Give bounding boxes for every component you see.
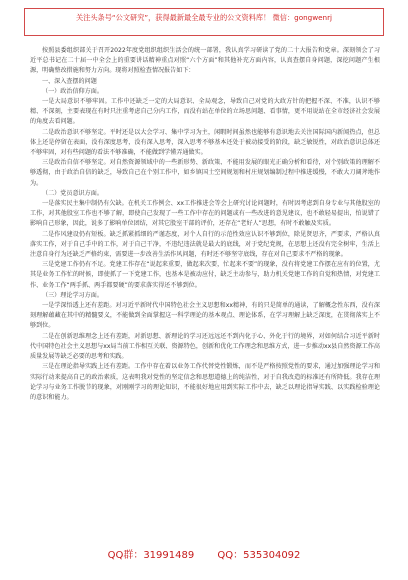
promo-banner-text: 关注头条号“公文研究”，获得最新最全最专业的公文资料库！ 微信：gongwenrj (75, 13, 333, 22)
body-paragraph: 一是学深悟透上还有差距。对习近平新时代中国特色社会主义思想和xx精神，有的只是简单的通读，了解概念性东西，没有深刻理解蕴藏在其中的精髓要义，不能做到全面掌握这一科学理论的基本观点、理论体系，在学习理解上缺乏深度，在贯彻落实上不够到位。 (30, 302, 380, 330)
section-heading-problems: 一、深入查摆的问题 (42, 77, 97, 85)
body-paragraph: 一是落实民主集中制仍有欠缺。在机关工作例会、xx工作推进会等会上研究讨论问题时，有时因考虑到自身专业与其他股室的工作，对其他股室工作也不够了解，即使自己发现了一些工作中存在的问题或有一些改进的意见建议，也不敢轻易提出，怕说错了影响自己形象，因此，说多了影响单位团结，对其它股室干部的评价，还存在“老好人”思想，有时不敢触及实质。 (30, 200, 380, 228)
qq-group-text: QQ群：31991489 (107, 550, 195, 561)
body-paragraph: 三是党建工作仍有不足。党建工作存在“说起来重要，做起来次要，忙起来不要”的现象，没有将党建工作摆在应有的位置，尤其是业务工作忙的时候，即使抓了一下党建工作，也基本是被动应付，缺乏主动参与，助力机关党建工作的自觉和热情，对党建工作、业务工作“两手抓、两手都要硬”的要求落实得还不够到位。 (30, 261, 380, 289)
qq-number-text: QQ：535304092 (217, 550, 301, 561)
subheading-theory-study: （三）理论学习方面。 (42, 291, 103, 299)
body-paragraph: 二是在创新思维理念上还有差距，对新思想、新理论的学习还远远还不到内化于心、外化于行的境界，对如何结合习近平新时代中国特色社会主义思想与xx局当前工作相互关联、资源特色，创新和优化工作理念和思维方式，进一步推动xx县自然资源工作高质量发展等缺乏必要的思考和实践。 (30, 332, 380, 361)
subheading-party-awareness: （二）党员意识方面。 (42, 189, 103, 197)
contact-footer (0, 546, 408, 566)
body-paragraph: 一是大局意识不够牢固。工作中还缺乏一定的大局意识、全局观念，导致自己对党的大政方针的把握不深、不准，认识不够精、不深刻，主要表现在有时只注重考虑自己分内工作，而没有站在单位的立场思问题、看事情，更不用说站在全市经济社会发展的角度去看问题。 (30, 98, 380, 126)
body-paragraph: 三是在理论指导实践上还有差距。工作中存在着以业务工作代替党性锻炼，而不是严格按照党性的要求，通过加强理论学习和实际行动来提高自己的政治素质，这表明我对党性的坚定信念和思想道德上的纯洁性，对于自我改造的标准还有所降低。我存在理论学习与业务工作脱节的现象，对刚刚学习的理论知识，不能很好地应用到实际工作中去，缺乏以理论指导实践、以实践检验理论的意识和能力。 (30, 363, 380, 401)
body-paragraph: 二是作风建设仍有短板。缺乏抓紧抓细的严谨态度，对个人自行的示范性效应认识不够到位，除见贤思齐，严要求，严格认真落实工作，对于自己手中的工作，对于自己干净，不违纪违法就是最大的底线，对于党纪党规，在思想上还没有完全树牢，生活上注意自身行为还缺乏严格约束，需要进一步改善生活作风问题，有时还不够坚守底线，存在对自己要求不严格的现象。 (30, 230, 380, 259)
body-paragraph: 二是政治意识不够坚定。平时还是以大会学习、集中学习为主，闲暇时间虽然也能够有意识地去关注国际国内新闻热点，但总体上还是停留在表面，没有深度思考，没有深入思考，深入思考不够基本还处于被动接受的阶段，缺乏敏锐性，对政治意识总体还不够牢固，对有些问题的看法不够准确，不能做到学懂弄通做实。 (30, 128, 380, 157)
body-paragraph: 三是政治自信不够坚定。对自然资源领域中的一些新形势、新政策、不能用发展的眼光正确分析和看待，对个别政策的理解不够透彻，由于政治自信的缺乏，导致自己在个别工作中，如乡镇国土空间规划和村庄规划编制过程中推进缓慢，不敢大刀阔斧地作为。 (30, 159, 380, 187)
subheading-political-belief: （一）政治信仰方面。 (42, 87, 103, 95)
promo-banner (24, 8, 384, 36)
document-body (30, 46, 380, 403)
intro-paragraph: 按照县委组织部关于召开2022年度党组织组织生活会的统一部署，我认真学习研读了党的二十大报告和党章。深刻领会了习近平总书记在二十届一中全会上的重要讲话精神重点对照“六个方面”和其他补充方面内容，认真查摆自身问题，深挖问题产生根源，明确整改措施和努力方向。现将对照检查情况报告如下： (30, 47, 380, 75)
